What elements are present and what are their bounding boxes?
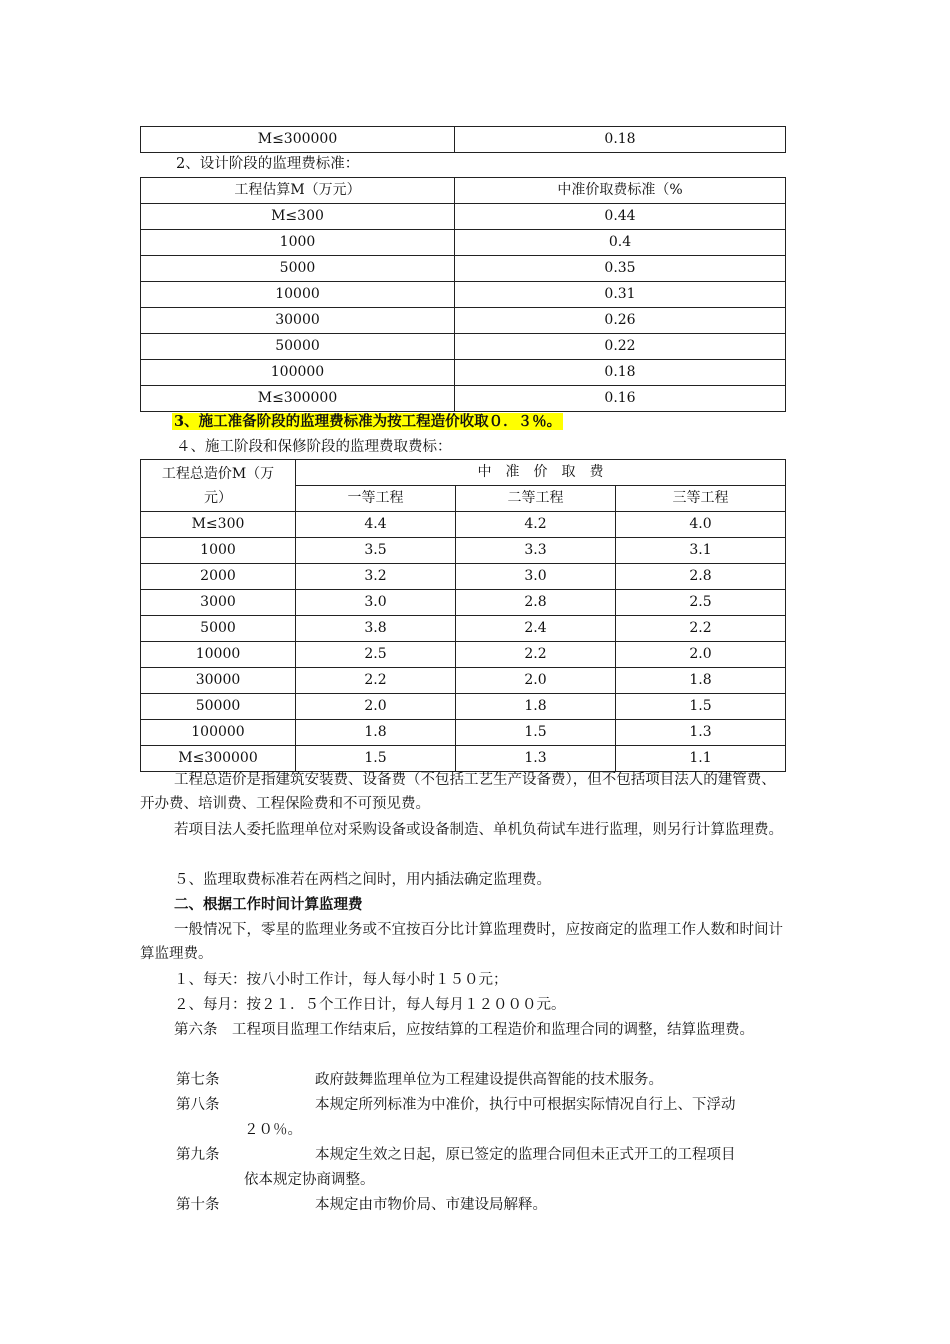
- paragraph-article-six: 第六条 工程项目监理工作结束后，应按结算的工程造价和监理合同的调整，结算监理费。: [174, 1022, 754, 1038]
- table-cell: 0.31: [455, 282, 786, 308]
- table-row: [141, 127, 786, 153]
- table-cell: M≤300000: [141, 746, 296, 772]
- table-cell: 2.8: [616, 564, 786, 590]
- table-cell: 2.4: [456, 616, 616, 642]
- article-text: 本规定生效之日起，原已签定的监理合同但未正式开工的工程项目: [315, 1147, 736, 1163]
- table-cell: 3.5: [296, 538, 456, 564]
- table-cell: 2.2: [456, 642, 616, 668]
- article-label: 第九条: [176, 1147, 220, 1163]
- table-cell: 4.4: [296, 512, 456, 538]
- table-cell: M≤300000: [141, 386, 455, 412]
- table-row: [141, 512, 786, 538]
- table-cell: M≤300: [141, 204, 455, 230]
- table-row: [141, 590, 786, 616]
- section-heading-time-based: 二、根据工作时间计算监理费: [174, 896, 363, 913]
- table-cell: 1.1: [616, 746, 786, 772]
- table-cell: 10000: [141, 642, 296, 668]
- table-cell: 5000: [141, 256, 455, 282]
- table-cell: 1.3: [616, 720, 786, 746]
- table-cell: 0.22: [455, 334, 786, 360]
- paragraph-time-based-intro: 一般情况下，零星的监理业务或不宜按百分比计算监理费时，应按商定的监理工作人数和时间计算监理费。: [140, 922, 783, 962]
- table-row: [141, 334, 786, 360]
- table-row: [141, 360, 786, 386]
- table-row: [141, 720, 786, 746]
- table-cell: 30000: [141, 308, 455, 334]
- construction-heading: ４、施工阶段和保修阶段的监理费取费标：: [176, 439, 452, 455]
- column-header: 中准价取费标准（%: [455, 178, 786, 204]
- header-line: 工程总造价M（万: [161, 465, 275, 482]
- table-cell: 2.0: [456, 668, 616, 694]
- table-cell: 1.8: [456, 694, 616, 720]
- table-cell: 50000: [141, 334, 455, 360]
- highlighted-text: 3、施工准备阶段的监理费标准为按工程造价收取０．３％。: [174, 413, 562, 430]
- table-header-row: [141, 460, 786, 486]
- table-row: [141, 230, 786, 256]
- table-cell: 0.18: [455, 360, 786, 386]
- table-cell: 1.8: [616, 668, 786, 694]
- paragraph-equipment-supervision: 若项目法人委托监理单位对采购设备或设备制造、单机负荷试车进行监理，则另行计算监理费。: [174, 822, 783, 838]
- article-text-continued: 依本规定协商调整。: [244, 1172, 375, 1188]
- table-row: [141, 308, 786, 334]
- table-supervision-tail: [140, 126, 786, 153]
- column-header: 三等工程: [616, 486, 786, 512]
- table-row: [141, 616, 786, 642]
- table-cell: 3.2: [296, 564, 456, 590]
- article-label: 第十条: [176, 1197, 220, 1213]
- table-cell: 1000: [141, 230, 455, 256]
- table-cell: 10000: [141, 282, 455, 308]
- table-cell: 2.5: [296, 642, 456, 668]
- table-row: [141, 204, 786, 230]
- table-cell: 0.26: [455, 308, 786, 334]
- table-row: [141, 538, 786, 564]
- table-cell: 2.8: [456, 590, 616, 616]
- design-heading: 2、设计阶段的监理费标准：: [176, 156, 360, 172]
- table-cell: 0.18: [455, 127, 786, 153]
- article-label: 第八条: [176, 1097, 220, 1113]
- table-row: [141, 564, 786, 590]
- article-text-continued: ２０％。: [244, 1122, 302, 1138]
- column-header: 二等工程: [456, 486, 616, 512]
- table-cell: 100000: [141, 360, 455, 386]
- table-cell: 3.0: [296, 590, 456, 616]
- table-cell: 100000: [141, 720, 296, 746]
- table-cell: 1.3: [456, 746, 616, 772]
- table-cell: 2.0: [616, 642, 786, 668]
- table-cell: 0.16: [455, 386, 786, 412]
- article-label: 第七条: [176, 1072, 220, 1088]
- table-cell: 1.8: [296, 720, 456, 746]
- table-cell: 3.1: [616, 538, 786, 564]
- table-cell: 0.44: [455, 204, 786, 230]
- header-line: 元）: [204, 489, 232, 506]
- table-cell: 3000: [141, 590, 296, 616]
- column-header: 一等工程: [296, 486, 456, 512]
- article-text: 本规定所列标准为中准价，执行中可根据实际情况自行上、下浮动: [315, 1097, 736, 1113]
- table-header-row: [141, 178, 786, 204]
- column-header-total-cost: [141, 460, 296, 512]
- table-cell: 2.2: [616, 616, 786, 642]
- table-cell: 2.2: [296, 668, 456, 694]
- table-cell: 1.5: [296, 746, 456, 772]
- table-construction-fee: [140, 459, 786, 772]
- paragraph-interpolation: ５、监理取费标准若在两档之间时，用内插法确定监理费。: [174, 872, 551, 888]
- table-cell: M≤300: [141, 512, 296, 538]
- table-cell: 0.35: [455, 256, 786, 282]
- table-cell: 2.5: [616, 590, 786, 616]
- table-cell: 1.5: [456, 720, 616, 746]
- table-row: [141, 668, 786, 694]
- table-cell: 4.2: [456, 512, 616, 538]
- table-cell: M≤300000: [141, 127, 455, 153]
- table-cell: 4.0: [616, 512, 786, 538]
- paragraph-daily-rate: １、每天：按八小时工作计，每人每小时１５０元；: [174, 972, 508, 988]
- table-cell: 50000: [141, 694, 296, 720]
- table-cell: 1.5: [616, 694, 786, 720]
- table-row: [141, 694, 786, 720]
- table-cell: 0.4: [455, 230, 786, 256]
- table-row: [141, 282, 786, 308]
- table-row: [141, 386, 786, 412]
- paragraph-total-cost-definition: 工程总造价是指建筑安装费、设备费（不包括工艺生产设备费），但不包括项目法人的建管费、开办费、培训费、工程保险费和不可预见费。: [140, 772, 776, 812]
- column-group-header: 中 准 价 取 费: [296, 460, 786, 486]
- table-design-fee: [140, 177, 786, 412]
- table-cell: 2000: [141, 564, 296, 590]
- table-cell: 30000: [141, 668, 296, 694]
- table-cell: 3.0: [456, 564, 616, 590]
- article-text: 政府鼓舞监理单位为工程建设提供高智能的技术服务。: [315, 1072, 663, 1088]
- table-row: [141, 642, 786, 668]
- paragraph-monthly-rate: ２、每月：按２１．５个工作日计，每人每月１２０００元。: [174, 997, 566, 1013]
- table-row: [141, 256, 786, 282]
- table-cell: 2.0: [296, 694, 456, 720]
- prep-stage-note: [172, 410, 817, 434]
- column-header: 工程估算M（万元）: [141, 178, 455, 204]
- table-cell: 5000: [141, 616, 296, 642]
- table-cell: 3.3: [456, 538, 616, 564]
- table-cell: 1000: [141, 538, 296, 564]
- table-cell: 3.8: [296, 616, 456, 642]
- article-text: 本规定由市物价局、市建设局解释。: [315, 1197, 547, 1213]
